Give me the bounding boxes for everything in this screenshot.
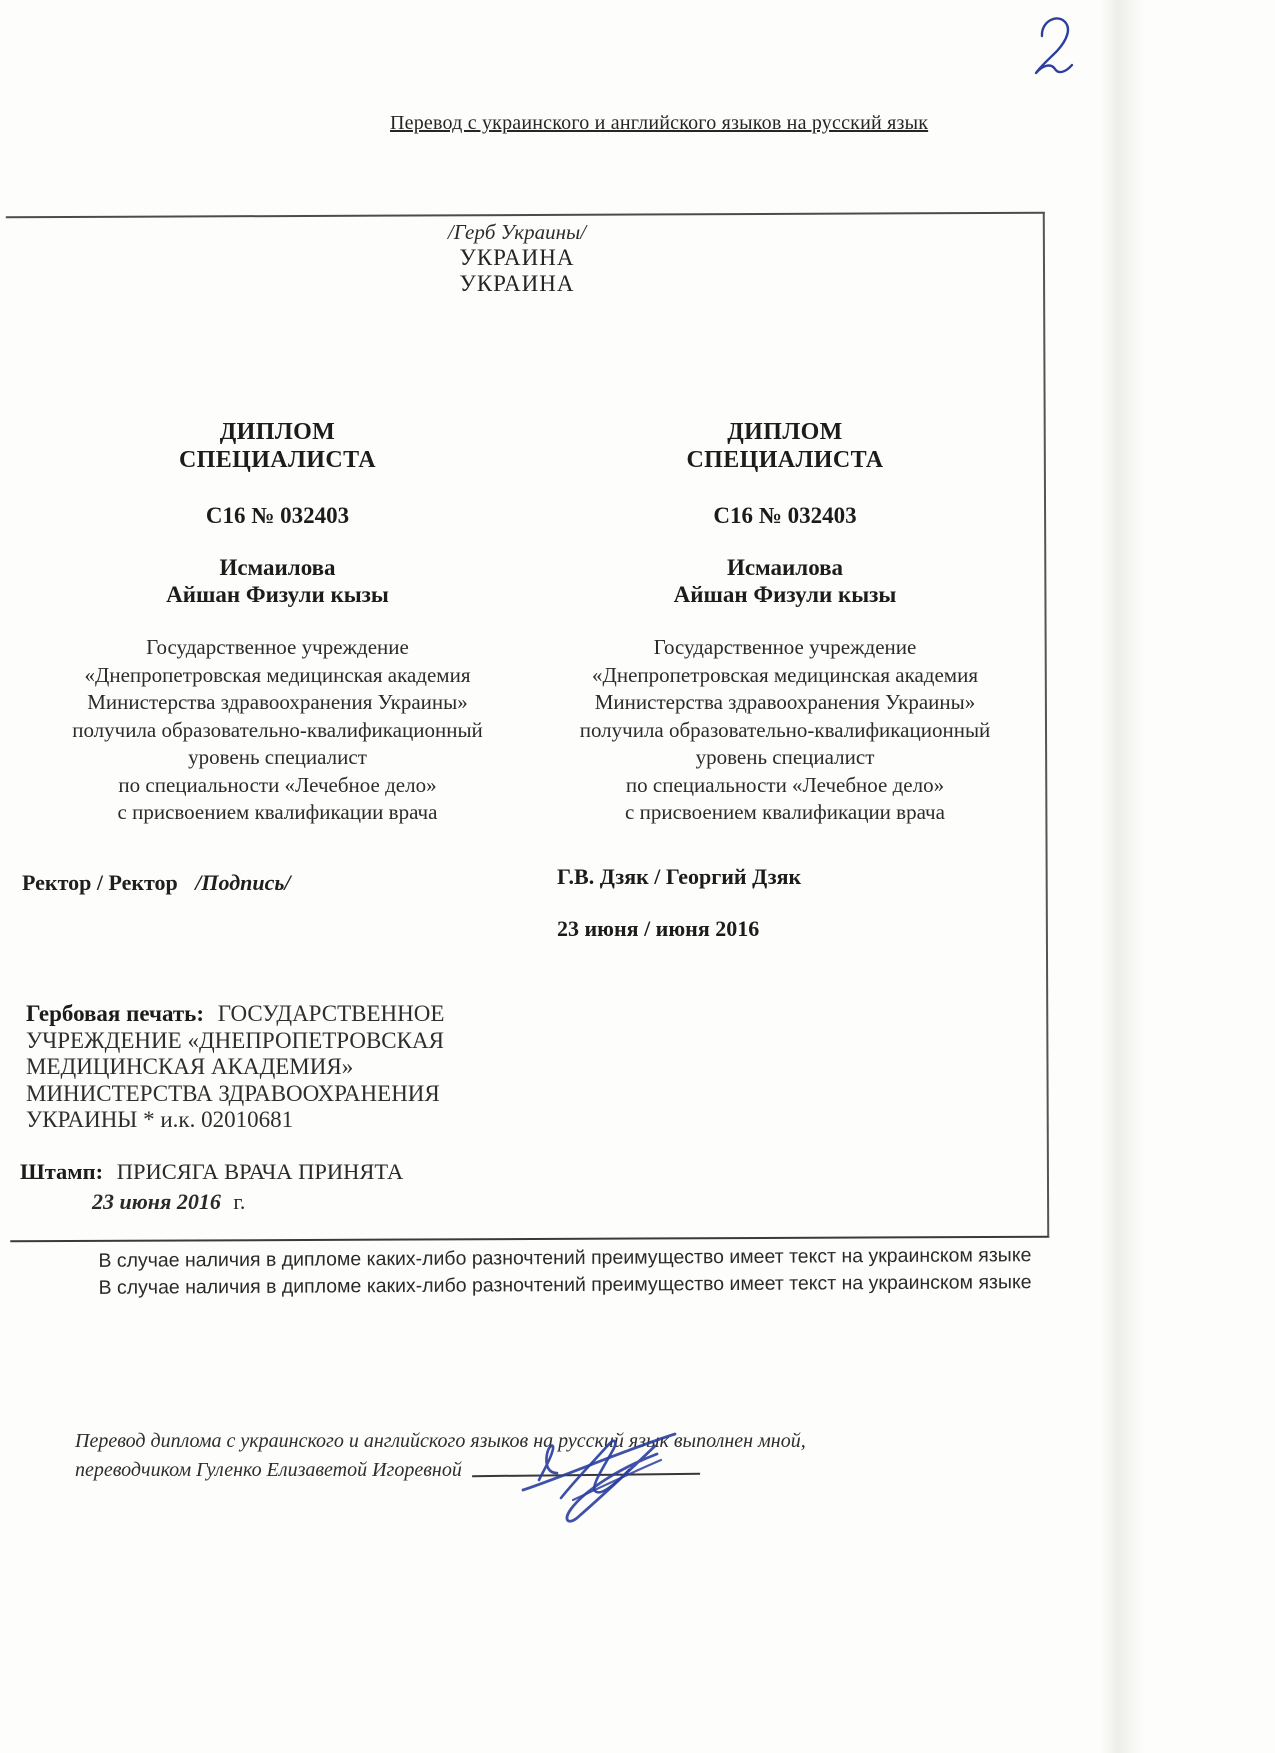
diploma-body-line: Министерства здравоохранения Украины» bbox=[594, 690, 976, 714]
handwritten-page-number bbox=[1028, 12, 1082, 86]
rector-name-line: Г.В. Дзяк / Георгий Дзяк bbox=[557, 864, 802, 889]
diploma-body-line: с присвоением квалификации врача bbox=[117, 800, 438, 824]
translator-name-text: переводчиком Гуленко Елизаветой Игоревной bbox=[75, 1459, 462, 1481]
seal-line: УКРАИНЫ * и.к. 02010681 bbox=[26, 1107, 294, 1132]
diploma-body-line: «Днепропетровская медицинская академия bbox=[592, 662, 978, 687]
stamp-text: ПРИСЯГА ВРАЧА ПРИНЯТА bbox=[116, 1159, 404, 1184]
diploma-body-line: получила образовательно-квалификационный bbox=[579, 717, 991, 742]
country-name-line1: УКРАИНА bbox=[459, 245, 575, 270]
signature-placeholder: /Подпись/ bbox=[195, 870, 291, 895]
diploma-body-line: Государственное учреждение bbox=[653, 635, 917, 659]
rector-label: Ректор / Ректор bbox=[22, 870, 178, 895]
scanner-artifact-band bbox=[1100, 0, 1144, 1753]
country-name-line2: УКРАИНА bbox=[459, 271, 575, 296]
diploma-number: С16 № 032403 bbox=[713, 503, 857, 528]
issue-date-line: 23 июня / июня 2016 bbox=[557, 916, 760, 941]
stamp-label: Штамп: bbox=[20, 1159, 104, 1184]
diploma-body-line: по специальности «Лечебное дело» bbox=[625, 772, 945, 797]
diploma-body-line: Государственное учреждение bbox=[146, 635, 409, 659]
disclaimer-line: В случае наличия в дипломе каких-либо разночтений преимущество имеет текст на украинском языке bbox=[98, 1270, 1032, 1299]
diploma-column-left bbox=[40, 418, 515, 827]
holder-surname: Исмаилова bbox=[219, 555, 336, 580]
diploma-title-line2: СПЕЦИАЛИСТА bbox=[178, 447, 377, 473]
diploma-body-line: Министерства здравоохранения Украины» bbox=[87, 690, 468, 714]
diploma-body-line: уровень специалист bbox=[695, 745, 875, 769]
holder-surname: Исмаилова bbox=[726, 555, 844, 580]
holder-given-names: Айшан Физули кызы bbox=[673, 582, 897, 607]
diploma-body-line: по специальности «Лечебное дело» bbox=[118, 772, 437, 797]
seal-transcription-block bbox=[26, 1001, 444, 1134]
disclaimer-line: В случае наличия в дипломе каких-либо разночтений преимущество имеет текст на украинском языке bbox=[98, 1244, 1032, 1272]
diploma-title-line2: СПЕЦИАЛИСТА bbox=[686, 447, 884, 473]
stamp-date-suffix: г. bbox=[233, 1189, 246, 1214]
emblem-caption: /Герб Украины/ bbox=[447, 220, 587, 244]
disclaimer-block bbox=[65, 1242, 1065, 1301]
translator-signature bbox=[515, 1428, 685, 1528]
diploma-body-line: с присвоением квалификации врача bbox=[625, 800, 945, 824]
stamp-transcription-line bbox=[20, 1159, 403, 1185]
translator-note-block bbox=[75, 1427, 806, 1485]
diploma-body-paragraph bbox=[555, 634, 1015, 827]
diploma-body-paragraph bbox=[40, 634, 515, 827]
seal-line: ГОСУДАРСТВЕННОЕ bbox=[217, 1001, 445, 1026]
stamp-date: 23 июня 2016 bbox=[92, 1189, 221, 1214]
diploma-body-line: «Днепропетровская медицинская академия bbox=[84, 662, 471, 687]
holder-given-names: Айшан Физули кызы bbox=[166, 582, 389, 607]
diploma-column-right bbox=[555, 418, 1015, 827]
diploma-body-line: уровень специалист bbox=[188, 745, 367, 769]
rector-signature-line bbox=[22, 870, 291, 896]
diploma-title-line1: ДИПЛОМ bbox=[219, 419, 336, 445]
seal-label: Гербовая печать: bbox=[26, 1001, 205, 1026]
seal-line: МИНИСТЕРСТВА ЗДРАВООХРАНЕНИЯ bbox=[26, 1080, 440, 1106]
translator-note-line1: Перевод диплома с украинского и английского языков на русский язык выполнен мной, bbox=[75, 1430, 806, 1452]
diploma-number: С16 № 032403 bbox=[205, 503, 350, 528]
diploma-body-line: получила образовательно-квалификационный bbox=[72, 717, 483, 742]
emblem-block bbox=[267, 219, 767, 297]
seal-line: МЕДИЦИНСКАЯ АКАДЕМИЯ» bbox=[26, 1054, 354, 1079]
stamp-date-line bbox=[92, 1189, 245, 1215]
translation-direction-header: Перевод с украинского и английского языков на русский язык bbox=[390, 112, 929, 134]
diploma-title-line1: ДИПЛОМ bbox=[727, 419, 843, 445]
seal-line: УЧРЕЖДЕНИЕ «ДНЕПРОПЕТРОВСКАЯ bbox=[26, 1027, 444, 1053]
translator-note-line2 bbox=[75, 1456, 806, 1485]
